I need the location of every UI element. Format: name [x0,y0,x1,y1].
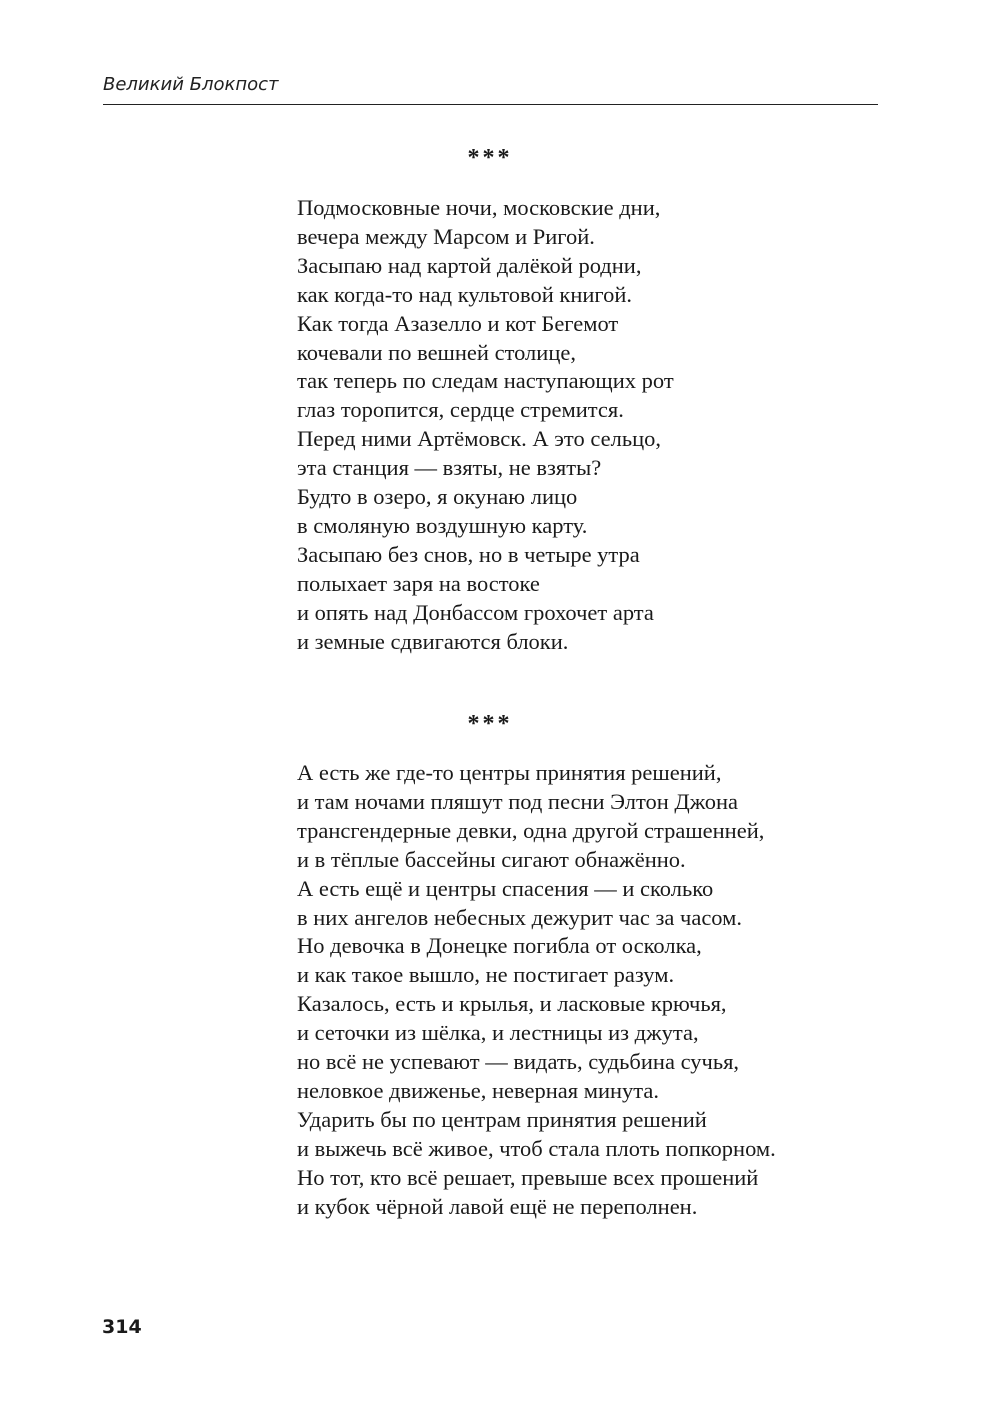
poem-line: А есть же где-то центры принятия решений, [297,760,722,785]
poem-1 [297,194,674,657]
poem-line: Будто в озеро, я окунаю лицо [297,484,578,510]
poem-line: Но девочка в Донецке погибла от осколка, [297,933,702,959]
poem-line: кочевали по вешней столице, [297,339,576,365]
poem-line: трансгендерные девки, одна другой страшенней, [297,817,765,843]
header-rule [103,104,878,105]
poem-line: и в тёплые бассейны сигают обнажённо. [297,846,686,872]
poem-line: Ударить бы по центрам принятия решений [297,1106,707,1132]
poem-line: эта станция — взяты, не взяты? [297,455,602,481]
poem-line: Как тогда Азазелло и кот Бегемот [297,310,619,336]
poem-line: в смоляную воздушную карту. [297,512,588,538]
poem-line: и кубок чёрной лавой ещё не переполнен. [297,1193,698,1219]
poem-line: А есть ещё и центры спасения — и сколько [297,875,714,901]
poem-line: Подмосковные ночи, московские дни, [297,195,661,220]
poem-line: Но тот, кто всё решает, превыше всех прошений [297,1164,759,1190]
poem-line: и опять над Донбассом грохочет арта [297,599,654,625]
poem-1-separator: *** [467,145,513,171]
poem-line: так теперь по следам наступающих рот [297,368,674,394]
poem-line: Перед ними Артёмовск. А это сельцо, [297,426,661,452]
poem-line: вечера между Марсом и Ригой. [297,223,595,249]
poem-line: как когда-то над культовой книгой. [297,281,632,307]
poem-line: но всё не успевают — видать, судьбина сучья, [297,1049,740,1075]
poem-2 [297,759,776,1222]
poem-line: Засыпаю над картой далёкой родни, [297,252,642,278]
poem-2-separator: *** [467,711,513,737]
poem-line: и земные сдвигаются блоки. [297,628,569,654]
running-title: Великий Блокпост [103,74,279,95]
poem-line: Засыпаю без снов, но в четыре утра [297,541,640,567]
poem-line: неловкое движенье, неверная минута. [297,1077,659,1103]
poem-line: полыхает заря на востоке [297,570,540,596]
poem-line: и как такое вышло, не постигает разум. [297,962,675,988]
page-number: 314 [102,1316,142,1338]
poem-line: Казалось, есть и крылья, и ласковые крючья, [297,991,727,1017]
poem-line: и там ночами пляшут под песни Элтон Джона [297,788,739,814]
poem-line: в них ангелов небесных дежурит час за часом. [297,904,742,930]
poem-line: и выжечь всё живое, чтоб стала плоть попкорном. [297,1135,776,1161]
poem-line: глаз торопится, сердце стремится. [297,397,624,423]
poem-line: и сеточки из шёлка, и лестницы из джута, [297,1020,699,1046]
